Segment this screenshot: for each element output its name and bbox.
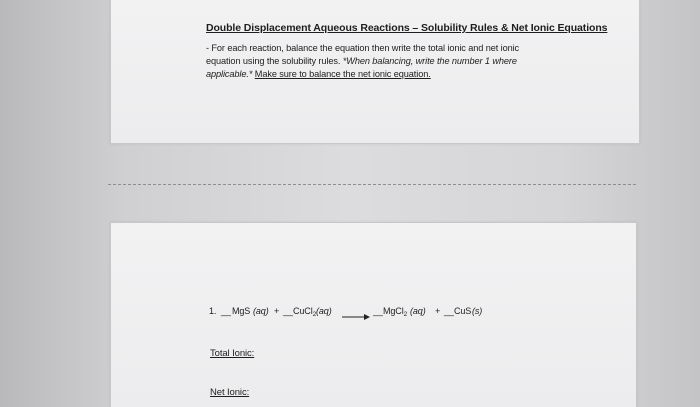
instructions-line-3 bbox=[206, 68, 431, 81]
coefficient-blank-4: __ bbox=[444, 306, 454, 316]
instructions-line-1: - For each reaction, balance the equation then write the total ionic and net ionic bbox=[206, 43, 520, 53]
coefficient-blank-2: __ bbox=[283, 306, 293, 316]
reactant-2-main: CuCl bbox=[293, 306, 313, 316]
reactant-1-formula: MgS bbox=[232, 306, 251, 316]
product-1-formula bbox=[383, 306, 407, 318]
instructions-plain-text: equation using the solubility rules. bbox=[206, 56, 343, 66]
page-divider bbox=[108, 184, 636, 185]
reactant-1-state: (aq) bbox=[253, 306, 269, 316]
product-2-formula: CuS bbox=[454, 306, 472, 316]
product-1-main: MgCl bbox=[383, 306, 404, 316]
coefficient-blank-3: __ bbox=[373, 306, 383, 316]
plus-sign-1: + bbox=[274, 306, 280, 316]
reaction-arrow-icon bbox=[342, 313, 370, 321]
problem-number: 1. bbox=[209, 306, 217, 316]
instructions-balance-note: Make sure to balance the net ionic equation. bbox=[254, 69, 431, 79]
instructions-italic-note-end: applicable.* bbox=[206, 69, 253, 79]
coefficient-blank-1: __ bbox=[221, 306, 231, 316]
plus-sign-2: + bbox=[435, 306, 441, 316]
product-2-state: (s) bbox=[472, 306, 483, 316]
reactant-2-state: (aq) bbox=[316, 306, 332, 316]
reactant-2-formula bbox=[293, 306, 316, 318]
net-ionic-label: Net Ionic: bbox=[210, 387, 250, 398]
product-1-state: (aq) bbox=[410, 306, 426, 316]
product-1-subscript: 2 bbox=[403, 311, 408, 318]
worksheet-title: Double Displacement Aqueous Reactions – Solubility Rules & Net Ionic Equations bbox=[206, 22, 608, 34]
total-ionic-label: Total Ionic: bbox=[210, 348, 255, 359]
reactant-2-subscript: 2 bbox=[312, 311, 317, 318]
instructions-line-2 bbox=[206, 55, 517, 68]
instructions-italic-note: *When balancing, write the number 1 where bbox=[342, 56, 517, 66]
